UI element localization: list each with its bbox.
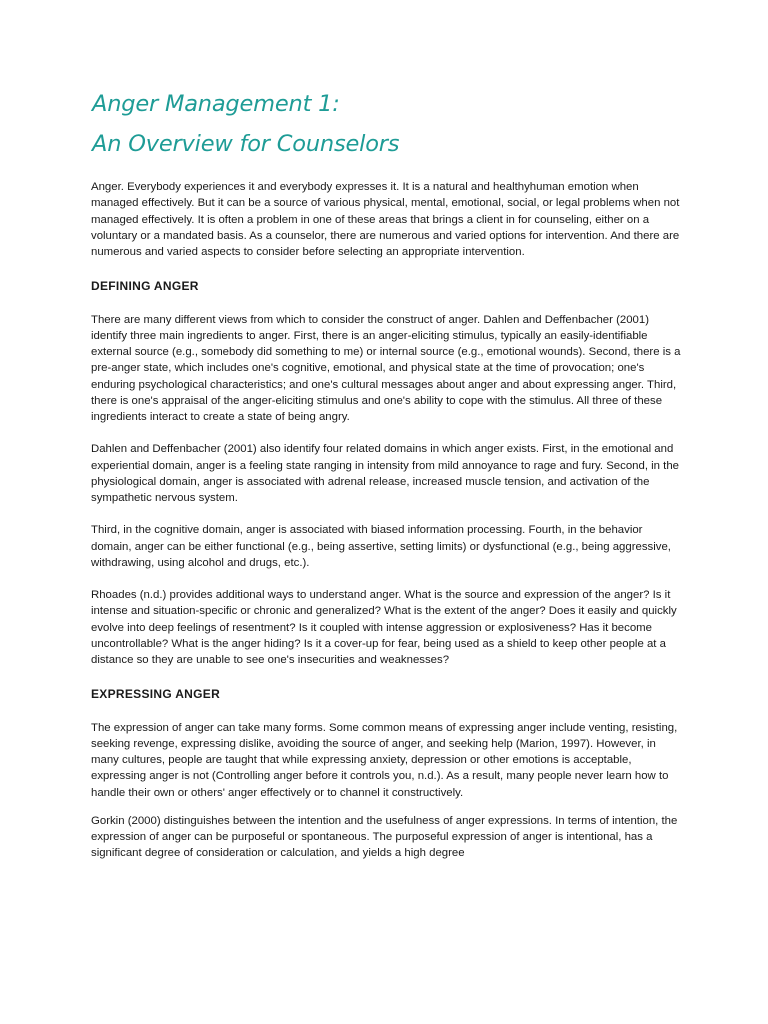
body-paragraph: Third, in the cognitive domain, anger is associated with biased information processing. Fourth, in the behavior domain, anger can be either functional (e.g., being assertive, setting limits) or dysfunctional (e.g., being aggressive, withdrawing, using alcohol and drugs, etc.). (91, 524, 671, 569)
document-title-line-2: An Overview for Counselors (92, 131, 400, 157)
body-paragraph: Rhoades (n.d.) provides additional ways to understand anger. What is the source and expression of the anger? Is it intense and situation-specific or chronic and generalized? What is the extent of the anger? Does it easily and quickly evolve into deep feelings of resentment? Is it coupled with intense aggression or explosiveness? Has it become uncontrollable? What is the anger hiding? Is it a cover-up for fear, being used as a shield to keep other people at a distance so they are unable to see one's insecurities and weaknesses? (91, 589, 677, 666)
document-body (91, 179, 685, 862)
document-title-line-1: Anger Management 1: (92, 91, 340, 117)
section-heading-defining-anger: DEFINING ANGER (91, 279, 199, 294)
body-paragraph: There are many different views from which to consider the construct of anger. Dahlen and Deffenbacher (2001) identify three main ingredients to anger. First, there is an anger-eliciting stimulus, typically an easily-identifiable external source (e.g., somebody did something to me) or internal source (e.g., emotional wounds). Second, there is a pre-anger state, which includes one's cognitive, emotional, and physical state at the time of provocation; one's enduring psychological characteristics; and one's cultural messages about anger and about expressing anger. Third, there is one's appraisal of the anger-eliciting stimulus and one's ability to cope with the stimulus. All three of these ingredients interact to create a state of being angry. (91, 313, 681, 423)
intro-paragraph: Anger. Everybody experiences it and everybody expresses it. It is a natural and healthyhuman emotion when managed effectively. But it can be a source of various physical, mental, emotional, social, or legal problems when not managed effectively. It is often a problem in one of these areas that brings a client in for counseling, either on a voluntary or a mandated basis. As a counselor, there are numerous and varied options for intervention. And there are numerous and varied aspects to consider before selecting an appropriate intervention. (91, 181, 680, 258)
body-paragraph: Gorkin (2000) distinguishes between the intention and the usefulness of anger expressions. In terms of intention, the expression of anger can be purposeful or spontaneous. The purposeful expression of anger is intentional, has a significant degree of consideration or calculation, and yields a high degree (91, 814, 678, 860)
body-paragraph: The expression of anger can take many forms. Some common means of expressing anger include venting, resisting, seeking revenge, expressing dislike, avoiding the source of anger, and seeking help (Marion, 1997). However, in many cultures, people are taught that while expressing anxiety, depression or other emotions is acceptable, expressing anger is not (Controlling anger before it controls you, n.d.). As a result, many people never learn how to handle their own or others' anger effectively or to channel it constructively. (91, 721, 678, 799)
section-heading-expressing-anger: EXPRESSING ANGER (91, 687, 221, 702)
body-paragraph: Dahlen and Deffenbacher (2001) also identify four related domains in which anger exists. First, in the emotional and experiential domain, anger is a feeling state ranging in intensity from mild annoyance to rage and fury. Second, in the physiological domain, anger is associated with adrenal release, increased muscle tension, and activation of the sympathetic nervous system. (91, 443, 680, 504)
